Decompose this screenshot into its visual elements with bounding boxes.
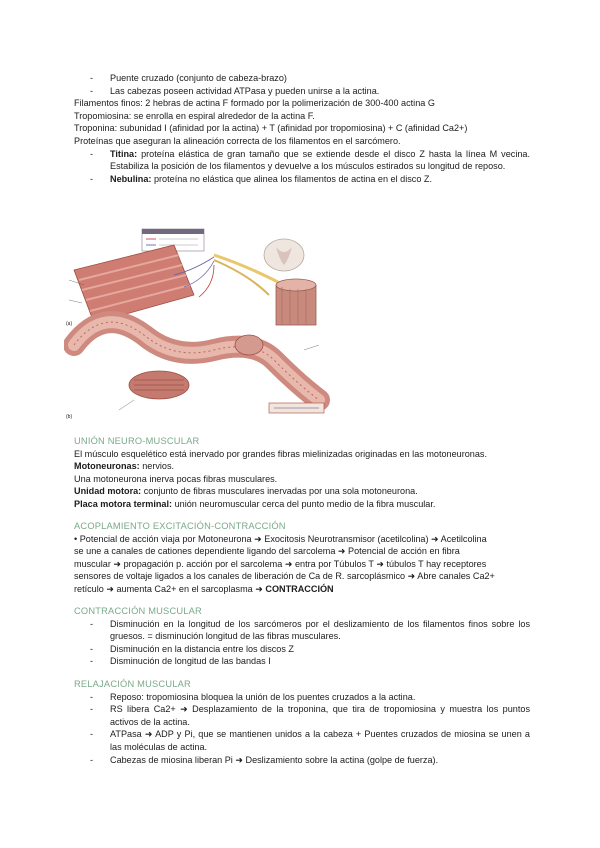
list-item: - Reposo: tropomiosina bloquea la unión de los puentes cruzados a la actina. (90, 691, 416, 702)
text-line: Motoneuronas: nervios. (74, 461, 175, 472)
text-line: retículo ➜ aumenta Ca2+ en el sarcoplasma ➜ CONTRACCIÓN (74, 583, 334, 594)
term-nebulina: Nebulina: (110, 173, 152, 184)
list-item: - Disminución en la distancia entre los discos Z (90, 643, 294, 654)
section-contraccion (74, 605, 530, 668)
contraccion-emphasis: CONTRACCIÓN (265, 583, 334, 594)
list-item-titina: - Titina: proteína elástica de gran tamaño que se extiende desde el disco Z hasta la línea M vecina. Estabiliza la posición de los filamentos y devuelve a los músculos estirados su longitud de reposo. (90, 148, 530, 172)
text-line: se une a canales de cationes dependiente ligando del sarcolema ➜ Potencial de acción en fibra (74, 546, 460, 557)
list-item: - Cabezas de miosina liberan Pi ➜ Deslizamiento sobre la actina (golpe de fuerza). (90, 754, 439, 765)
section-acoplamiento (74, 520, 530, 596)
section-heading: CONTRACCIÓN MUSCULAR (74, 606, 202, 616)
muscle-fiber-illustration (64, 225, 332, 420)
section-heading: ACOPLAMIENTO EXCITACIÓN-CONTRACCIÓN (74, 521, 286, 531)
list-item: - Disminución de longitud de las bandas I (90, 656, 271, 667)
text-line: Troponina: subunidad I (afinidad por la actina) + T (afinidad por tropomiosina) + C (afinidad Ca2+) (74, 123, 468, 134)
section-heading: UNIÓN NEURO-MUSCULAR (74, 436, 200, 446)
list-item: - RS libera Ca2+ ➜ Desplazamiento de la troponina, que tira de tropomiosina y muestra los puntos activos de la actina. (90, 704, 530, 727)
section-relajacion (74, 678, 530, 766)
muscle-anatomy-figure (64, 225, 332, 420)
list-item: - Disminución en la longitud de los sarcómeros por el deslizamiento de los filamentos finos sobre los gruesos. = disminución longitud de las fibras musculares. (90, 618, 530, 642)
list-item: - Las cabezas poseen actividad ATPasa y pueden unirse a la actina. (90, 85, 380, 96)
list-item-nebulina: - Nebulina: proteína no elástica que alinea los filamentos de actina en el disco Z. (90, 173, 433, 184)
section-heading: RELAJACIÓN MUSCULAR (74, 679, 191, 689)
text-line: Proteínas que aseguran la alineación correcta de los filamentos en el sarcómero. (74, 135, 401, 146)
text-line: muscular ➜ propagación p. acción por el sarcolema ➜ entra por Túbulos T ➜ túbulos T hay receptores (74, 558, 487, 569)
text-line: Una motoneurona inerva pocas fibras musculares. (74, 473, 278, 484)
term-titina: Titina: (110, 148, 138, 159)
section-union-neuromuscular (74, 435, 530, 511)
text-line: El músculo esquelético está inervado por grandes fibras mielinizadas originadas en las motoneuronas. (74, 448, 487, 459)
figure-label-a: (a) (66, 321, 73, 327)
text-line: Tropomiosina: se enrolla en espiral alrededor de la actina F. (74, 110, 315, 121)
text-line: sensores de voltaje ligados a los canales de liberación de Ca de R. sarcoplásmico ➜ Abre canales Ca2+ (74, 571, 495, 582)
text-line: • Potencial de acción viaja por Motoneurona ➜ Exocitosis Neurotransmisor (acetilcolina) ➜ Acetilcolina (74, 533, 487, 544)
text-line: Unidad motora: conjunto de fibras musculares inervadas por una sola motoneurona. (74, 486, 418, 497)
figure-label-b: (b) (66, 414, 73, 420)
text-line: Filamentos finos: 2 hebras de actina F formado por la polimerización de 300-400 actina G (74, 98, 435, 109)
top-section (74, 72, 530, 185)
list-item: - ATPasa ➜ ADP y Pi, que se mantienen unidos a la cabeza + Puentes cruzados de miosina se unen a las moléculas de actina. (90, 729, 530, 752)
list-item: - Puente cruzado (conjunto de cabeza-brazo) (90, 73, 287, 83)
text-line: Placa motora terminal: unión neuromuscular cerca del punto medio de la fibra muscular. (74, 498, 436, 509)
